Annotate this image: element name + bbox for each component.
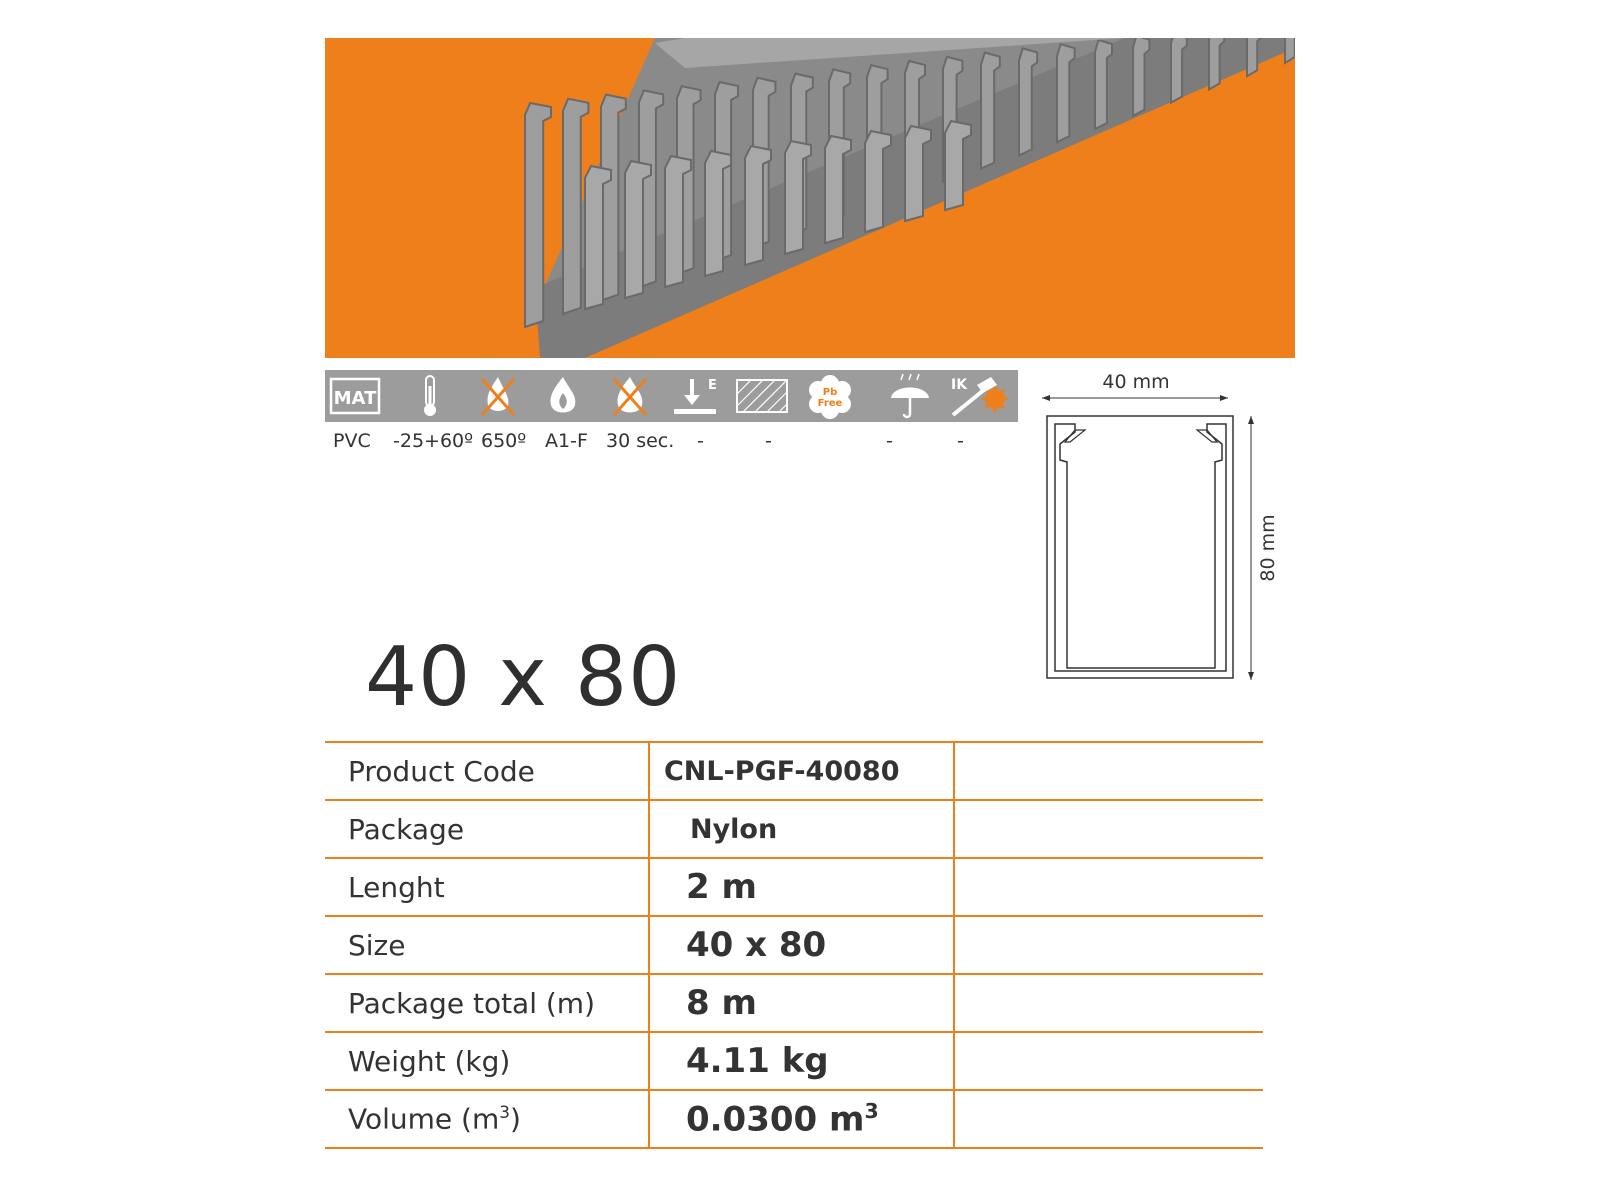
empty-cell — [954, 1032, 1263, 1090]
cable-duct-illustration — [325, 38, 1295, 358]
duct-finger — [1285, 38, 1295, 63]
row-label-size: Size — [325, 916, 649, 974]
table-row — [325, 974, 1263, 1032]
umbrella-rain-icon — [880, 370, 940, 422]
temperature-value: -25+60º — [393, 430, 474, 452]
svg-text:Free: Free — [817, 398, 843, 409]
thermometer-icon — [400, 370, 460, 422]
row-label-package: Package — [325, 800, 649, 858]
flame-class-value: A1-F — [545, 430, 588, 452]
glow-wire-value: 650º — [481, 430, 527, 452]
hatched-panel-icon — [732, 370, 792, 422]
svg-text:IK: IK — [951, 377, 968, 393]
flame-icon — [533, 370, 593, 422]
row-label-length: Lenght — [325, 858, 649, 916]
ik-impact-hammer-icon — [945, 370, 1015, 422]
profile-cross-section-diagram — [1030, 368, 1290, 688]
material-value: PVC — [333, 430, 371, 452]
row-label-product-code: Product Code — [325, 742, 649, 800]
ik-value: - — [957, 430, 964, 452]
empty-cell — [954, 858, 1263, 916]
self-extinguish-icon — [600, 370, 660, 422]
earthing-value: - — [697, 430, 704, 452]
row-value-volume: 0.0300 $m^3$ — [649, 1090, 954, 1148]
material-mat-icon — [325, 370, 385, 422]
table-row — [325, 1090, 1263, 1148]
svg-text:Pb: Pb — [822, 387, 838, 398]
glow-wire-icon — [468, 370, 528, 422]
self-extinguish-value: 30 sec. — [606, 430, 675, 452]
product-hero-image — [325, 38, 1295, 358]
size-title: 40 x 80 — [365, 630, 682, 725]
spec-table — [325, 741, 1263, 1149]
feature-icon-bar — [325, 370, 1018, 422]
row-value-package-total: 8 m — [649, 974, 954, 1032]
empty-cell — [954, 916, 1263, 974]
row-label-volume: Volume $(m^3)$ — [325, 1090, 649, 1148]
empty-cell — [954, 800, 1263, 858]
table-row — [325, 1032, 1263, 1090]
panel-value: - — [765, 430, 772, 452]
height-dimension-label: 80 mm — [1257, 514, 1279, 582]
row-value-length: 2 m — [649, 858, 954, 916]
svg-text:MAT: MAT — [333, 388, 377, 409]
row-value-product-code: CNL-PGF-40080 — [649, 742, 954, 800]
row-value-size: 40 x 80 — [649, 916, 954, 974]
table-row — [325, 916, 1263, 974]
table-row — [325, 858, 1263, 916]
svg-text:E: E — [708, 378, 717, 393]
row-value-weight: 4.11 kg — [649, 1032, 954, 1090]
pb-free-icon — [800, 370, 860, 422]
empty-cell — [954, 1090, 1263, 1148]
earthing-icon — [665, 370, 725, 422]
empty-cell — [954, 742, 1263, 800]
empty-cell — [954, 974, 1263, 1032]
row-label-weight: Weight (kg) — [325, 1032, 649, 1090]
feature-values-row — [325, 430, 1018, 456]
ip-value: - — [886, 430, 893, 452]
table-row — [325, 742, 1263, 800]
width-dimension-label: 40 mm — [1102, 371, 1170, 393]
row-value-package: Nylon — [649, 800, 954, 858]
row-label-package-total: Package total (m) — [325, 974, 649, 1032]
table-row — [325, 800, 1263, 858]
